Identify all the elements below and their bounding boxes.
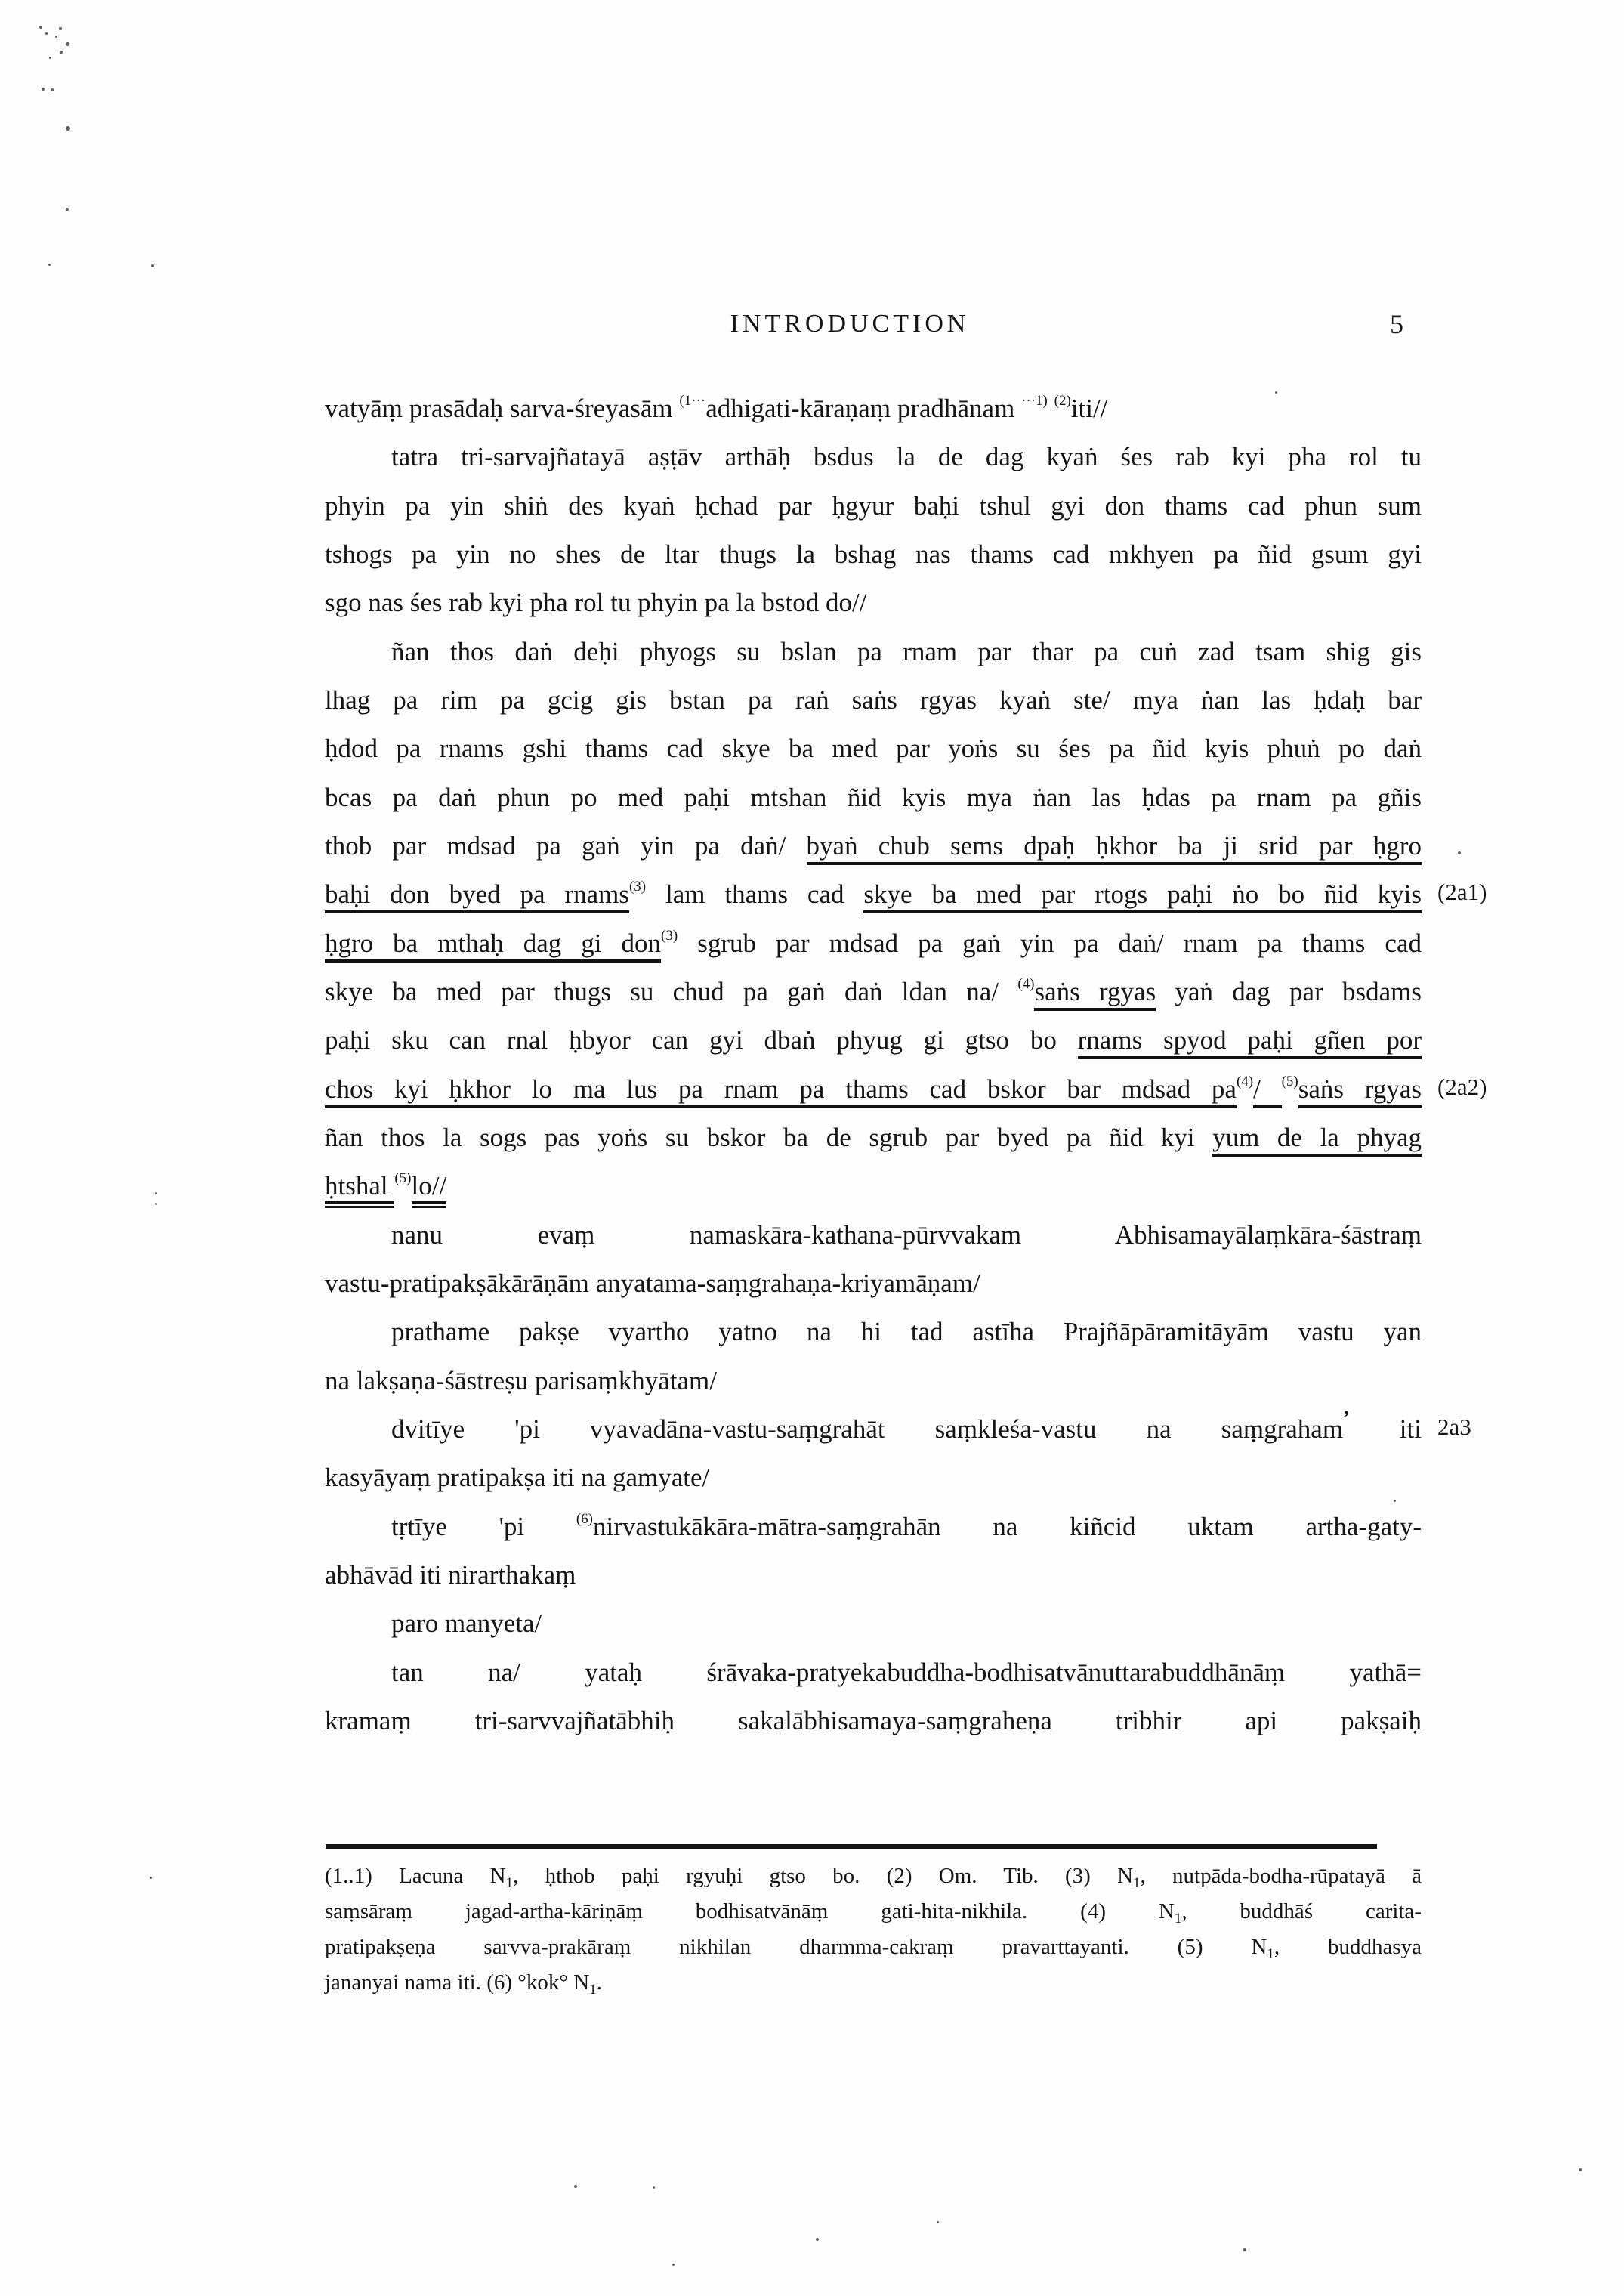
scan-speckle: [816, 2238, 819, 2241]
text-segment: saṅs rgyas: [1298, 1074, 1422, 1108]
text-segment: iti: [1349, 1414, 1422, 1444]
text-segment: ḥgro ba mthaḥ dag gi don: [325, 929, 661, 963]
text-segment: tan na/ yataḥ śrāvaka-pratyekabuddha-bodhisatvānuttarabuddhānāṃ yathā=: [391, 1658, 1422, 1687]
text-line: [325, 1655, 1422, 1690]
text-segment: pratipakṣeṇa sarvva-prakāraṃ nikhilan dharmma-cakraṃ pravarttayanti. (5) N: [325, 1935, 1267, 1959]
scan-speckle: [60, 51, 63, 54]
text-segment: 1: [1133, 1875, 1141, 1891]
text-segment: skye ba med par rtogs paḥi ṅo bo ñid kyis: [863, 879, 1422, 913]
text-segment: iti//: [1070, 394, 1108, 423]
text-line: [325, 780, 1422, 815]
scan-speckle: [45, 32, 48, 35]
text-segment: ḥdod pa rnams gshi thams cad skye ba med par yoṅs su śes pa ñid kyis phuṅ po daṅ: [325, 734, 1422, 763]
scan-speckle: [59, 27, 62, 30]
footnote-separator-rule: [326, 1844, 1377, 1849]
text-line: [325, 1072, 1422, 1111]
text-segment: jananyai nama iti. (6) °kok° N: [325, 1970, 590, 1995]
text-segment: kasyāyaṃ pratipakṣa iti na gamyate/: [325, 1463, 710, 1492]
text-segment: abhāvād iti nirarthakaṃ: [325, 1560, 576, 1590]
scan-speckle: [574, 2185, 577, 2188]
text-line: [325, 926, 1422, 966]
text-segment: prathame pakṣe vyartho yatno na hi tad astīha Prajñāpāramitāyām vastu yan: [391, 1317, 1422, 1346]
text-segment: (1..1) Lacuna N: [325, 1864, 506, 1888]
text-segment: , ḥthob paḥi rgyuḥi gtso bo. (2) Om. Tib. (3) N: [513, 1864, 1134, 1888]
text-segment: chos kyi ḥkhor lo ma lus pa rnam pa thams cad bskor bar mdsad pa: [325, 1074, 1237, 1108]
annotation-superscript: (4): [1017, 976, 1035, 992]
text-segment: lo//: [412, 1171, 447, 1208]
text-segment: .: [596, 1970, 602, 1995]
page-number: 5: [1390, 309, 1403, 339]
text-segment: kramaṃ tri-sarvvajñatābhiḥ sakalābhisamaya-saṃgraheṇa tribhir api pakṣaiḥ: [325, 1706, 1422, 1735]
annotation-superscript: ···1): [1021, 393, 1048, 409]
text-line: [325, 1407, 1422, 1449]
text-line: [325, 731, 1422, 766]
annotation-superscript: (5): [1281, 1074, 1298, 1089]
scan-speckle: [1394, 1500, 1396, 1502]
scan-speckle: [66, 42, 69, 46]
annotation-superscript: (3): [628, 879, 647, 895]
scan-speckle: [66, 126, 70, 131]
scan-speckle: [42, 88, 45, 91]
text-segment: yum de la phyag: [1212, 1123, 1422, 1157]
text-line: [325, 440, 1422, 474]
text-line: [325, 1315, 1422, 1349]
scan-speckle: [49, 57, 51, 59]
text-segment: /: [1253, 1074, 1281, 1108]
text-line: [325, 683, 1422, 718]
folio-margin-note: (2a1): [1437, 879, 1487, 905]
text-line: [325, 586, 1422, 620]
text-segment: saṃsāraṃ jagad-artha-kāriṇāṃ bodhisatvānāṃ gati-hita-nikhila. (4) N: [325, 1899, 1175, 1924]
text-line: [325, 537, 1422, 572]
text-segment: baḥi don byed pa rnams: [325, 879, 629, 913]
annotation-superscript: (6): [576, 1511, 593, 1527]
text-segment: 1: [505, 1875, 514, 1891]
text-segment: skye ba med par thugs su chud pa gaṅ daṅ ldan na/: [325, 977, 1018, 1006]
text-line: [325, 1120, 1422, 1155]
annotation-superscript: ’: [1343, 1407, 1350, 1429]
text-segment: vatyāṃ prasādaḥ sarva-śreyasām: [325, 394, 680, 423]
text-segment: byaṅ chub sems dpaḥ ḥkhor ba ji srid par ḥgro: [807, 831, 1422, 865]
scan-speckle: [937, 2221, 939, 2223]
text-segment: [1048, 394, 1054, 423]
text-segment: ḥtshal: [325, 1171, 394, 1208]
text-segment: saṅs rgyas: [1034, 977, 1156, 1011]
text-segment: sgo nas śes rab kyi pha rol tu phyin pa la bstod do//: [325, 588, 867, 617]
text-line: [325, 1023, 1422, 1058]
text-segment: lam thams cad: [646, 879, 864, 909]
footnote-line: [325, 1897, 1422, 1933]
text-segment: 1: [589, 1982, 597, 1998]
text-segment: dvitīye 'pi vyavadāna-vastu-saṃgrahāt saṃkleśa-vastu na saṃgraham: [391, 1414, 1344, 1444]
text-segment: na lakṣaṇa-śāstreṣu parisaṃkhyātam/: [325, 1366, 717, 1395]
annotation-superscript: (2): [1054, 393, 1071, 409]
text-line: [325, 489, 1422, 524]
footnote-line: [325, 1862, 1422, 1898]
scan-speckle: [1458, 851, 1461, 854]
scan-speckle: [48, 264, 51, 266]
text-line: [325, 635, 1422, 669]
text-line: [325, 877, 1422, 916]
text-line: [325, 1704, 1422, 1738]
text-line: [325, 1266, 1422, 1301]
text-segment: , nutpāda-bodha-rūpatayā ā: [1140, 1864, 1422, 1888]
text-segment: rnams spyod paḥi gñen por: [1078, 1025, 1422, 1059]
scan-speckle: [653, 2186, 655, 2189]
footnote-line: [325, 1968, 1422, 2004]
scan-speckle: [155, 1203, 157, 1205]
text-line: [325, 1169, 1422, 1208]
annotation-superscript: (4): [1236, 1074, 1254, 1089]
text-segment: ñan thos daṅ deḥi phyogs su bslan pa rnam par thar pa cuṅ zad tsam shig gis: [391, 637, 1422, 666]
text-segment: thob par mdsad pa gaṅ yin pa daṅ/: [325, 831, 807, 861]
text-segment: yaṅ dag par bsdams: [1156, 977, 1422, 1006]
text-segment: ñan thos la sogs pas yoṅs su bskor ba de sgrub par byed pa ñid kyi: [325, 1123, 1213, 1152]
text-segment: paḥi sku can rnal ḥbyor can gyi dbaṅ phyug gi gtso bo: [325, 1025, 1078, 1055]
text-segment: nanu evaṃ namaskāra-kathana-pūrvvakam Abhisamayālaṃkāra-śāstraṃ: [391, 1220, 1422, 1250]
scan-speckle: [1275, 391, 1277, 394]
annotation-superscript: (3): [661, 928, 678, 944]
text-line: [325, 975, 1422, 1014]
annotation-superscript: (5): [394, 1170, 412, 1186]
scan-speckle: [150, 1877, 152, 1879]
text-segment: vastu-pratipakṣākārāṇām anyatama-saṃgrahaṇa-kriyamāṇam/: [325, 1269, 980, 1298]
text-line: [325, 1460, 1422, 1495]
scan-speckle: [1243, 2248, 1246, 2251]
text-segment: 1: [1174, 1911, 1182, 1927]
text-segment: adhigati-kāraṇaṃ pradhānam: [705, 394, 1022, 423]
text-segment: paro manyeta/: [391, 1608, 542, 1638]
text-segment: tṛtīye 'pi: [391, 1512, 576, 1541]
scan-speckle: [155, 1192, 157, 1194]
folio-margin-note: (2a2): [1437, 1074, 1487, 1100]
text-line: [325, 1558, 1422, 1593]
scan-speckle: [39, 26, 42, 29]
text-segment: lhag pa rim pa gcig gis bstan pa raṅ saṅs rgyas kyaṅ ste/ mya ṅan las ḥdaḥ bar: [325, 685, 1422, 715]
text-segment: sgrub par mdsad pa gaṅ yin pa daṅ/ rnam pa thams cad: [678, 929, 1422, 958]
text-segment: tshogs pa yin no shes de ltar thugs la bshag nas thams cad mkhyen pa ñid gsum gyi: [325, 539, 1422, 569]
scan-speckle: [1579, 2168, 1582, 2171]
scan-speckle: [51, 88, 54, 91]
text-segment: bcas pa daṅ phun po med paḥi mtshan ñid kyis mya ṅan las ḥdas pa rnam pa gñis: [325, 783, 1422, 812]
text-line: [325, 1606, 1422, 1641]
text-segment: tatra tri-sarvajñatayā aṣṭāv arthāḥ bsdus la de dag kyaṅ śes rab kyi pha rol tu: [391, 442, 1422, 471]
annotation-superscript: (1···: [679, 393, 706, 409]
text-segment: , buddhasya: [1274, 1935, 1422, 1959]
text-line: [325, 1364, 1422, 1398]
text-segment: phyin pa yin shiṅ des kyaṅ ḥchad par ḥgyur baḥi tshul gyi don thams cad phun sum: [325, 491, 1422, 521]
text-segment: nirvastukākāra-mātra-saṃgrahān na kiñcid uktam artha-gaty-: [593, 1512, 1422, 1541]
text-segment: 1: [1267, 1946, 1274, 1962]
text-segment: , buddhāś carita-: [1181, 1899, 1422, 1924]
text-line: [325, 1218, 1422, 1253]
text-line: [325, 829, 1422, 864]
footnote-line: [325, 1933, 1422, 1969]
text-line: [325, 391, 1422, 431]
scan-speckle: [672, 2264, 675, 2266]
scan-speckle: [66, 208, 69, 211]
scan-speckle: [151, 264, 154, 267]
section-title: INTRODUCTION: [730, 310, 970, 338]
text-line: [325, 1510, 1422, 1549]
folio-margin-note: 2a3: [1437, 1414, 1471, 1440]
scan-speckle: [55, 36, 57, 38]
